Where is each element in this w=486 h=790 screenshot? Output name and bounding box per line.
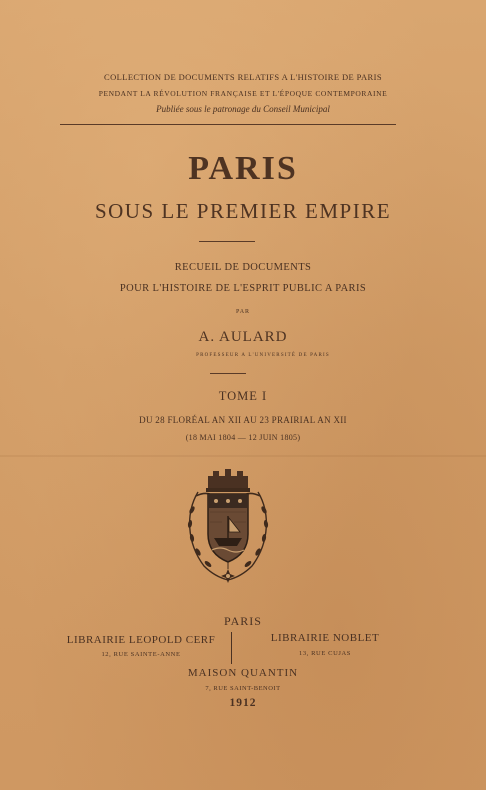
author-name: A. AULARD [198,329,288,345]
publisher-right-address: 13, RUE CUJAS [298,650,352,657]
period-range: DU 28 FLORÉAL AN XII AU 23 PRAIRIAL AN XII [139,415,347,425]
series-header-line-1: COLLECTION DE DOCUMENTS RELATIFS A L'HISTOIRE DE PARIS [104,72,382,82]
publisher-left [56,634,226,658]
title-divider [199,241,255,242]
publisher-left-name: LIBRAIRIE LEOPOLD CERF [66,634,216,646]
book-subtitle: SOUS LE PREMIER EMPIRE [94,199,392,223]
printer-address: 7, RUE SAINT-BENOIT [205,685,281,692]
volume-label: TOME I [218,389,268,403]
imprint-city: PARIS [224,614,262,628]
header-divider [60,124,396,125]
publisher-separator [231,632,232,664]
description-line-1: RECUEIL DE DOCUMENTS [174,262,312,273]
publisher-right [240,632,410,657]
publisher-left-address: 12, RUE SAINTE-ANNE [101,651,181,658]
by-label: PAR [235,309,251,315]
publisher-right-name: LIBRAIRIE NOBLET [270,632,380,644]
period-dates: (18 MAI 1804 — 12 JUIN 1805) [185,433,301,442]
description-line-2: POUR L'HISTOIRE DE L'ESPRIT PUBLIC A PARIS [119,283,367,294]
series-header-line-3: Publiée sous le patronage du Conseil Municipal [156,104,330,114]
paper-fold [0,455,486,457]
author-title: PROFESSEUR A L'UNIVERSITÉ DE PARIS [196,353,330,358]
book-title: PARIS [188,150,298,187]
publication-year: 1912 [229,697,257,709]
series-header-line-2: PENDANT LA RÉVOLUTION FRANÇAISE ET L'ÉPOQUE CONTEMPORAINE [98,89,388,98]
printer-name: MAISON QUANTIN [187,667,299,679]
author-divider [210,373,246,374]
paris-coat-of-arms-icon [182,462,274,590]
